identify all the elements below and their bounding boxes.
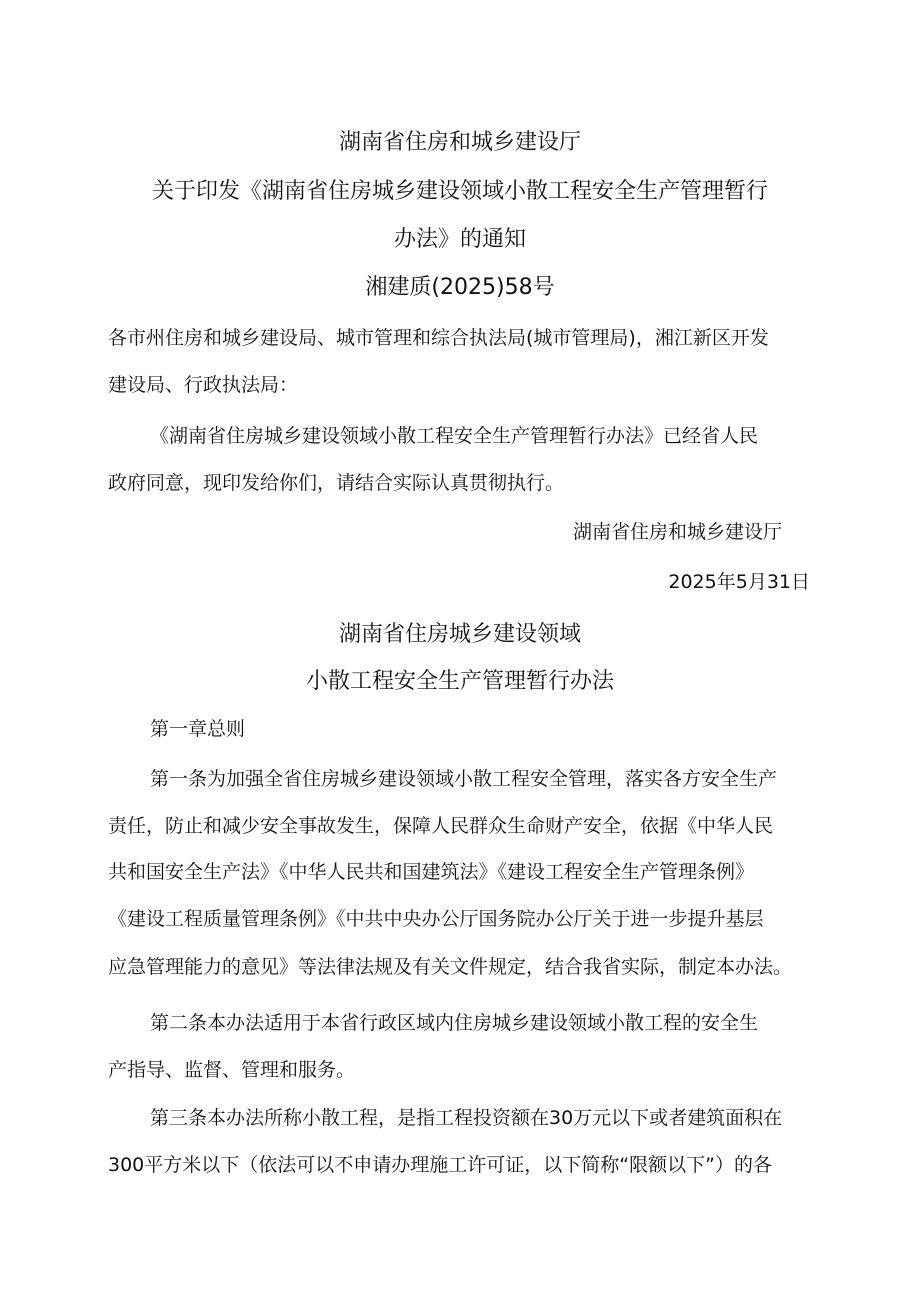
article1-line: 第一条为加强全省住房城乡建设领域小散工程安全管理，落实各方安全生产 (150, 768, 778, 790)
article1-line: 《建设工程质量管理条例》《中共中央办公厅国务院办公厅关于进一步提升基层 (108, 908, 764, 930)
document-number: 湘建质(2025)58号 (365, 275, 555, 300)
notice-title-line2: 关于印发《湖南省住房城乡建设领域小散工程安全生产管理暂行 (151, 179, 768, 204)
recipients-line1: 各市州住房和城乡建设局、城市管理和综合执法局(城市管理局)，湘江新区开发 (108, 327, 769, 349)
notice-body-line2: 政府同意，现印发给你们，请结合实际认真贯彻执行。 (108, 472, 565, 494)
article2-line: 第二条本办法适用于本省行政区域内住房城乡建设领域小散工程的安全生 (150, 1012, 759, 1034)
recipients-line2: 建设局、行政执法局： (108, 374, 299, 396)
article1-line: 应急管理能力的意见》等法律法规及有关文件规定，结合我省实际，制定本办法。 (108, 956, 793, 978)
notice-title-line1: 湖南省住房和城乡建设厅 (338, 130, 581, 155)
chapter-heading: 第一章总则 (150, 718, 246, 740)
notice-title-line3: 办法》的通知 (393, 227, 526, 252)
article1-line: 共和国安全生产法》《中华人民共和国建筑法》《建设工程安全生产管理条例》 (108, 861, 755, 883)
measures-title-line2: 小散工程安全生产管理暂行办法 (305, 669, 614, 694)
measures-title-line1: 湖南省住房城乡建设领域 (338, 622, 581, 647)
notice-body-line1: 《湖南省住房城乡建设领域小散工程安全生产管理暂行办法》已经省人民 (150, 425, 759, 447)
article3-line: 300平方米以下（依法可以不申请办理施工许可证，以下简称“限额以下”）的各 (108, 1154, 772, 1176)
article1-line: 责任，防止和减少安全事故发生，保障人民群众生命财产安全，依据《中华人民 (108, 815, 774, 837)
article2-line: 产指导、监督、管理和服务。 (108, 1059, 356, 1081)
issue-date: 2025年5月31日 (668, 571, 810, 593)
issuer-signature: 湖南省住房和城乡建设厅 (573, 521, 783, 543)
article3-line: 第三条本办法所称小散工程，是指工程投资额在30万元以下或者建筑面积在 (150, 1107, 783, 1129)
